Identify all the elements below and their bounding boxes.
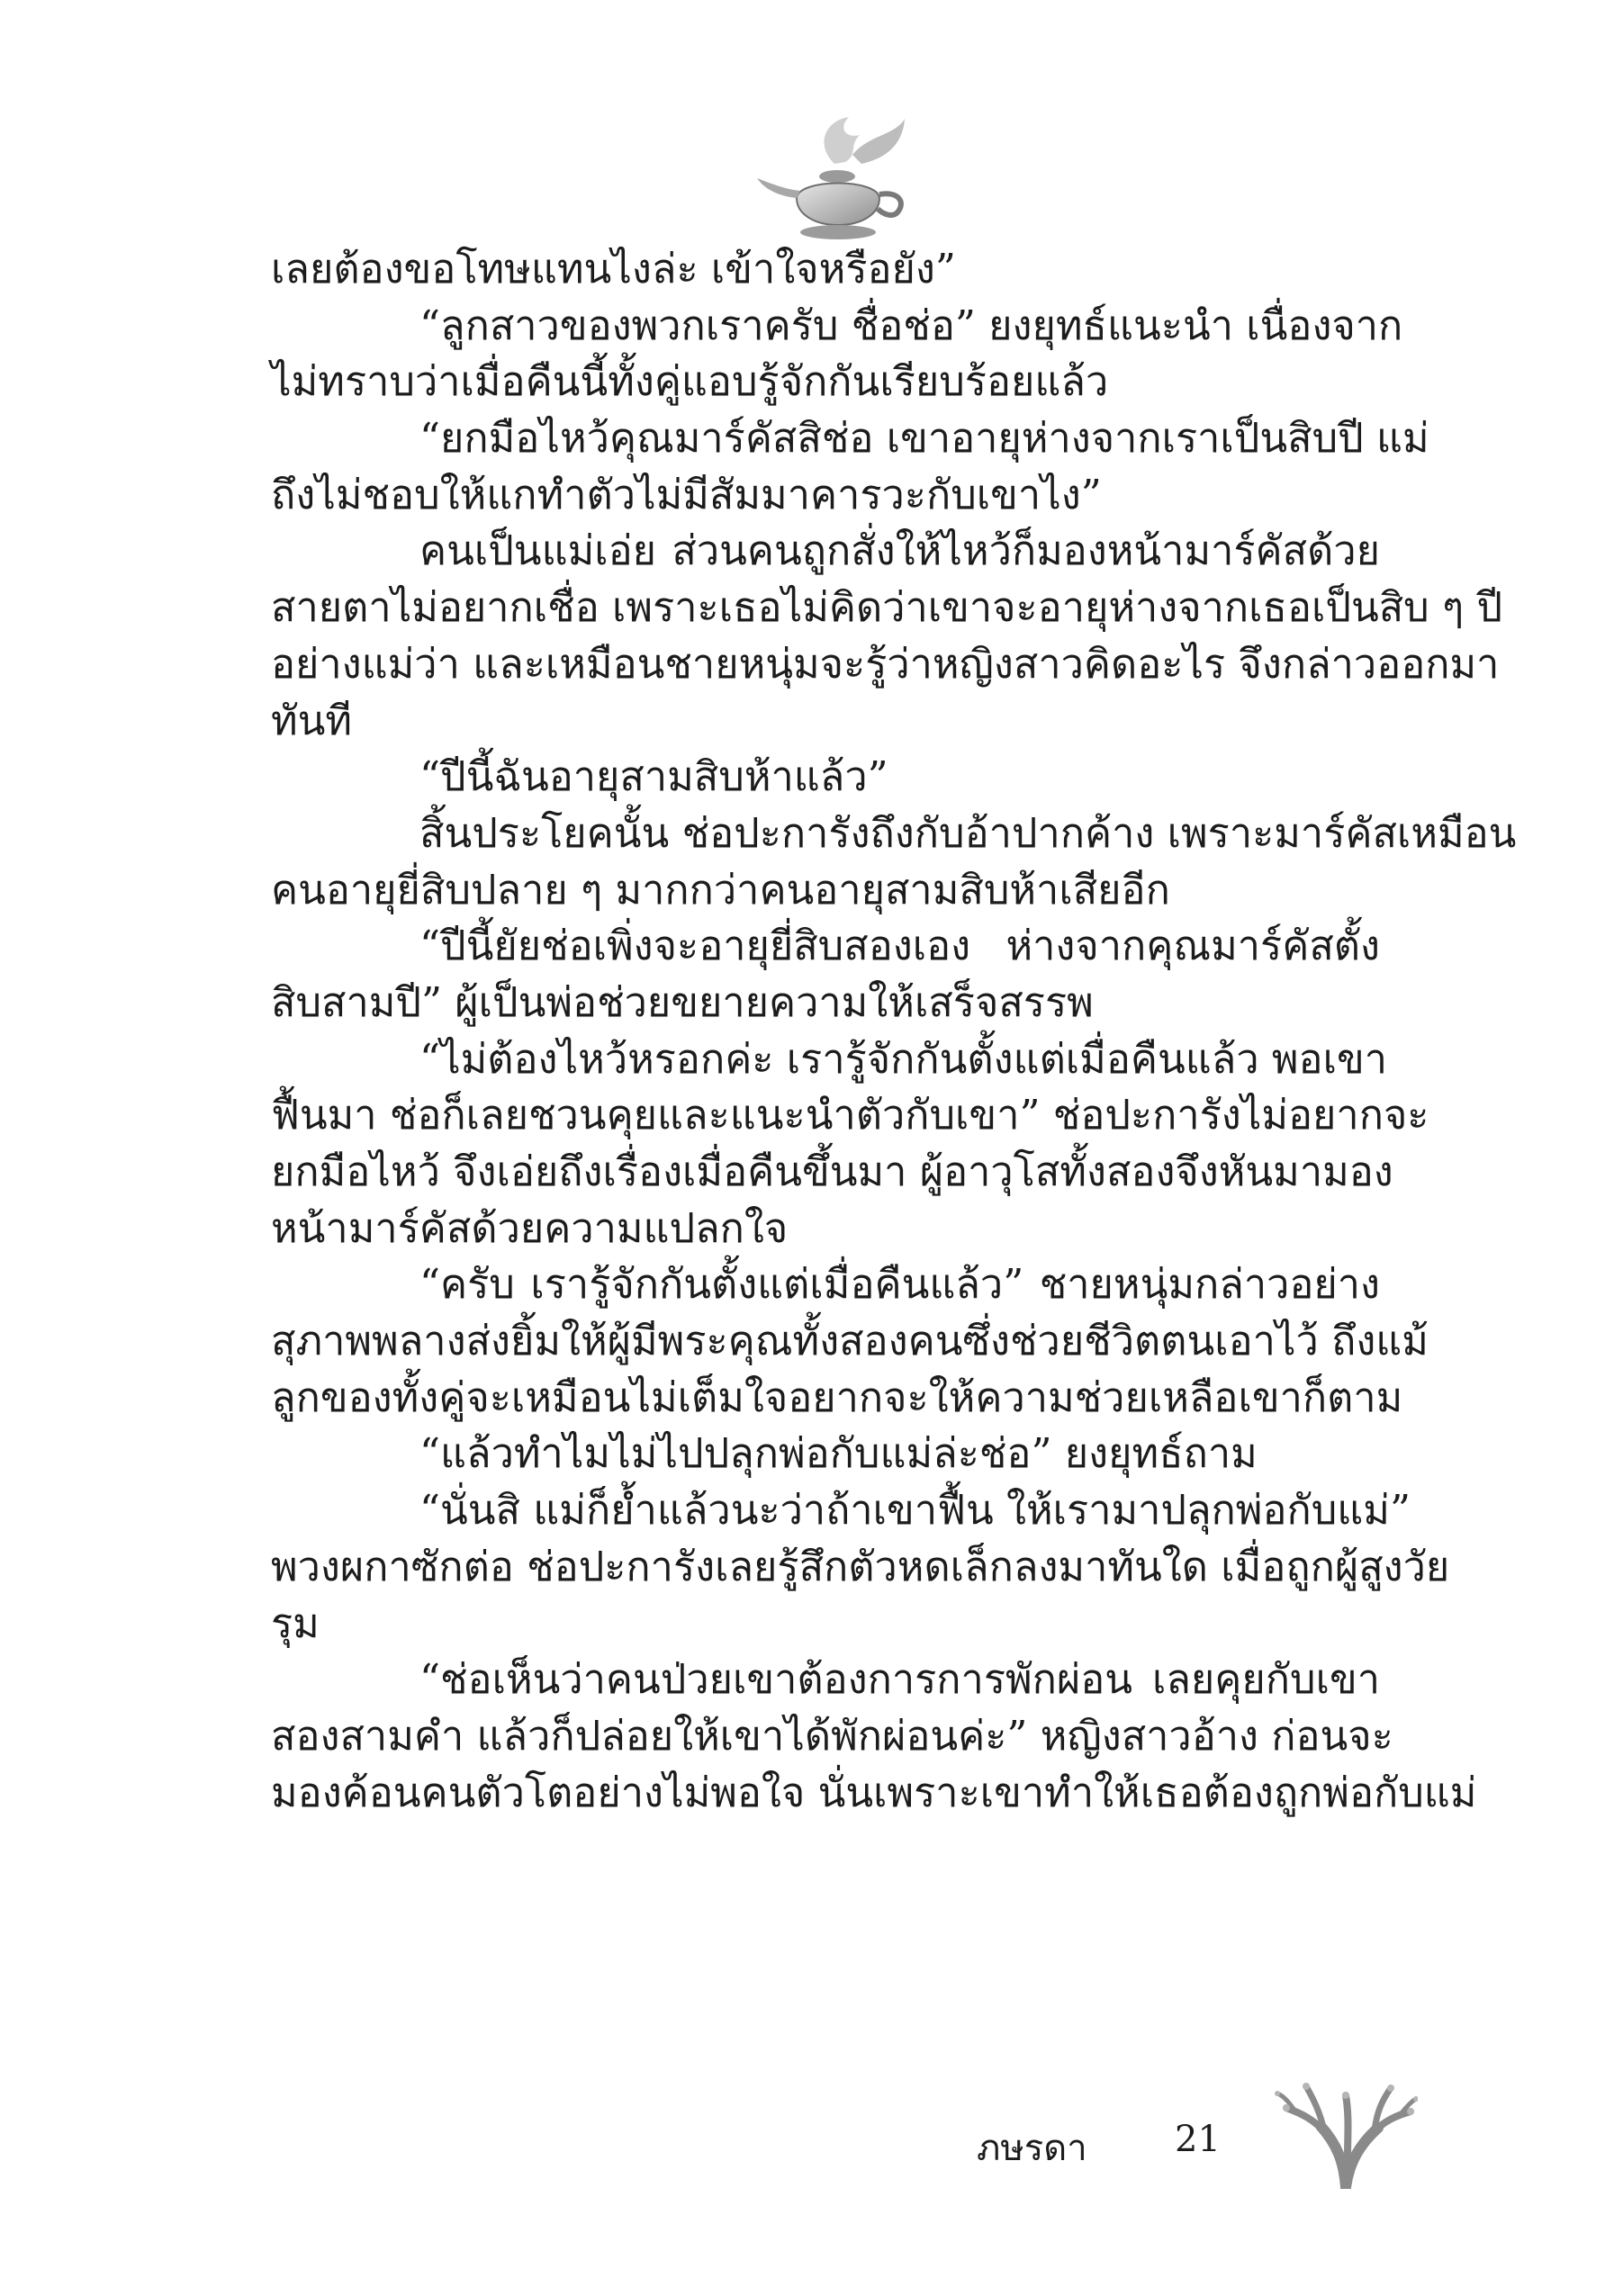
text-line: ถึงไม่ชอบให้แกทำตัวไม่มีสัมมาคารวะกับเขาไง” (271, 470, 1102, 518)
text-line: เลยต้องขอโทษแทนไงล่ะ เข้าใจหรือยัง” (271, 245, 956, 293)
text-line: รุม (271, 1598, 320, 1647)
page-footer (977, 2081, 1517, 2189)
text-line: พวงผกาซักต่อ ช่อปะการังเลยรู้สึกตัวหดเล็กลงมาทันใด เมื่อถูกผู้สูงวัย (271, 1542, 1450, 1590)
text-line: อย่างแม่ว่า และเหมือนชายหนุ่มจะรู้ว่าหญิงสาวคิดอะไร จึงกล่าวออกมา (271, 639, 1500, 688)
text-line: ลูกของทั้งคู่จะเหมือนไม่เต็มใจอยากจะให้ความช่วยเหลือเขาก็ตาม (271, 1373, 1403, 1421)
text-line: “ลูกสาวของพวกเราครับ ชื่อช่อ” ยงยุทธ์แนะนำ เนื่องจาก (419, 301, 1403, 349)
text-line: ฟื้นมา ช่อก็เลยชวนคุยและแนะนำตัวกับเขา” ช่อปะการังไม่อยากจะ (271, 1091, 1429, 1139)
text-line: “ครับ เรารู้จักกันตั้งแต่เมื่อคืนแล้ว” ชายหนุ่มกล่าวอย่าง (419, 1260, 1380, 1309)
text-line: สิ้นประโยคนั้น ช่อปะการังถึงกับอ้าปากค้าง เพราะมาร์คัสเหมือน (419, 808, 1517, 857)
text-line: หน้ามาร์คัสด้วยความแปลกใจ (271, 1203, 789, 1252)
body-text (271, 241, 1517, 1821)
text-line: “ไม่ต้องไหว้หรอกค่ะ เรารู้จักกันตั้งแต่เมื่อคืนแล้ว พอเขา (419, 1034, 1387, 1083)
text-line: คนอายุยี่สิบปลาย ๆ มากกว่าคนอายุสามสิบห้าเสียอีก (271, 865, 1170, 914)
text-line: “ยกมือไหว้คุณมาร์คัสสิช่อ เขาอายุห่างจากเราเป็นสิบปี แม่ (419, 414, 1429, 463)
book-title: ภษรดา (977, 2128, 1087, 2169)
text-line: “ช่อเห็นว่าคนป่วยเขาต้องการการพักผ่อน เลยคุยกับเขา (419, 1655, 1380, 1704)
text-line: “ปีนี้ฉันอายุสามสิบห้าแล้ว” (419, 752, 888, 801)
text-line: “ปีนี้ยัยช่อเพิ่งจะอายุยี่สิบสองเอง ห่างจากคุณมาร์คัสตั้ง (419, 922, 1380, 970)
teapot-lamp-ornament-icon (752, 108, 923, 243)
text-line: มองค้อนคนตัวโตอย่างไม่พอใจ นั่นเพราะเขาทำให้เธอต้องถูกพ่อกับแม่ (271, 1768, 1477, 1816)
coral-ornament-icon (1274, 2081, 1418, 2189)
text-line: สิบสามปี” ผู้เป็นพ่อช่วยขยายความให้เสร็จสรรพ (271, 977, 1094, 1026)
text-line: ไม่ทราบว่าเมื่อคืนนี้ทั้งคู่แอบรู้จักกันเรียบร้อยแล้ว (271, 357, 1109, 406)
text-line: สายตาไม่อยากเชื่อ เพราะเธอไม่คิดว่าเขาจะอายุห่างจากเธอเป็นสิบ ๆ ปี (271, 583, 1503, 632)
text-line: สองสามคำ แล้วก็ปล่อยให้เขาได้พักผ่อนค่ะ” หญิงสาวอ้าง ก่อนจะ (271, 1711, 1393, 1760)
text-line: สุภาพพลางส่งยิ้มให้ผู้มีพระคุณทั้งสองคนซึ่งช่วยชีวิตตนเอาไว้ ถึงแม้ (271, 1317, 1429, 1365)
text-line: คนเป็นแม่เอ่ย ส่วนคนถูกสั่งให้ไหว้ก็มองหน้ามาร์คัสด้วย (419, 527, 1380, 575)
page-number: 21 (1175, 2119, 1221, 2160)
text-line: ยกมือไหว้ จึงเอ่ยถึงเรื่องเมื่อคืนขึ้นมา ผู้อาวุโสทั้งสองจึงหันมามอง (271, 1148, 1393, 1195)
text-line: “แล้วทำไมไม่ไปปลุกพ่อกับแม่ล่ะช่อ” ยงยุทธ์ถาม (419, 1429, 1258, 1478)
text-line: “นั่นสิ แม่ก็ย้ำแล้วนะว่าถ้าเขาฟื้น ให้เรามาปลุกพ่อกับแม่” (419, 1486, 1411, 1535)
text-line: ทันที (271, 696, 353, 744)
